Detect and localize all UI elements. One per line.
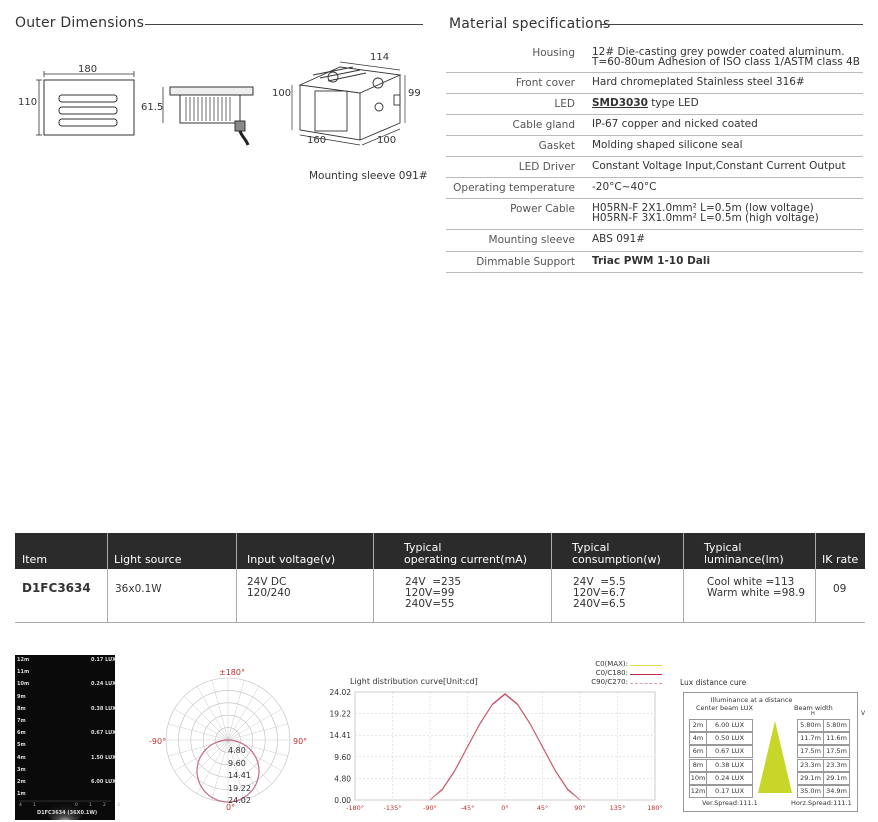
cell-current: 24V =235 120V=99 240V=55 (405, 576, 462, 610)
spec-value-line2: H05RN-F 3X1.0mm² L=0.5m (high voltage) (592, 212, 819, 224)
col-sep (551, 533, 552, 623)
distance-lux-label: 0.67 LUX (91, 730, 116, 737)
distance-x-tick: 1 (89, 803, 92, 808)
polar-spoke (228, 724, 288, 740)
lux-col-h: H (811, 711, 815, 717)
lux-table-title: Lux distance cure (680, 678, 747, 687)
x-tick-label: 90° (574, 804, 586, 812)
lux-value: 0.67 LUX (706, 745, 753, 758)
x-tick-label: 0° (501, 804, 509, 812)
spec-value-bold: Triac PWM 1-10 Dali (592, 255, 711, 267)
spec-value (592, 161, 846, 171)
lux-value: 0.17 LUX (706, 785, 753, 798)
lux-beam-h: 29.1m (797, 772, 824, 785)
y-tick-label: 9.60 (334, 752, 351, 762)
lux-distance: 4m (689, 732, 707, 745)
cell-item: D1FC3634 (22, 581, 91, 595)
spec-value-text: ABS 091# (592, 233, 646, 245)
distance-x-tick: 4 (19, 803, 22, 808)
distance-row-label: 1m (17, 791, 26, 798)
dim-110: 110 (18, 97, 38, 108)
spec-value-text: Molding shaped silicone seal (592, 139, 743, 151)
y-tick-label: 24.02 (329, 688, 351, 697)
spec-label: Operating temperature (453, 182, 575, 194)
spec-label: LED (554, 98, 575, 110)
lux-row (689, 745, 847, 757)
lux-distance: 2m (689, 719, 707, 732)
polar-spoke (228, 680, 244, 740)
spec-row (446, 156, 863, 178)
lux-beam-v: 5.80m (823, 719, 850, 732)
spec-row (446, 251, 863, 273)
x-tick-label: 45° (536, 804, 549, 812)
lux-v-label: V (861, 710, 866, 717)
lux-row (689, 719, 847, 731)
spec-row (446, 114, 863, 136)
distance-row-label: 4m (17, 754, 26, 761)
x-tick-label: -90° (423, 804, 437, 812)
y-tick-label: 4.80 (334, 774, 351, 784)
mounting-sleeve-drawing (292, 62, 405, 145)
legend-label: C90/C270: (591, 678, 628, 686)
spec-value (592, 256, 710, 266)
dim-99: 99 (408, 88, 421, 99)
header-lum-line1: Typical (704, 541, 742, 554)
distance-x-tick: 3 (117, 803, 120, 808)
distance-row-label: 11m (17, 669, 30, 676)
polar-bottom-label: 0° (226, 803, 236, 812)
lux-table (683, 692, 858, 812)
cell-consumption: 24V =5.5 120V=6.7 240V=6.5 (573, 576, 626, 610)
header-power-line2: consumption(w) (572, 553, 661, 566)
lux-col-beam-width: Beam width (794, 704, 833, 712)
dim-61-5: 61.5 (141, 102, 164, 113)
lux-table-header: Illuminance at a distance (710, 696, 793, 704)
polar-spoke (168, 740, 228, 756)
distance-lux-label: 0.38 LUX (91, 705, 116, 712)
lux-col-center-beam: Center beam LUX (696, 704, 753, 712)
header-item: Item (22, 553, 48, 566)
distance-x-tick: 1 (33, 803, 36, 808)
col-sep (373, 533, 374, 623)
distance-row-label: 7m (17, 718, 26, 724)
distance-lux-label: 1.50 LUX (91, 754, 116, 761)
y-tick-label: 19.22 (329, 709, 351, 719)
dim-180: 180 (78, 64, 98, 75)
outer-dimensions-rule (145, 24, 423, 25)
col-sep (683, 533, 684, 623)
lux-row (689, 732, 847, 744)
spec-value (592, 234, 645, 244)
polar-spoke (228, 709, 282, 740)
polar-spoke (228, 696, 272, 740)
spec-row (446, 135, 863, 157)
spec-value (592, 47, 860, 67)
polar-spoke (184, 696, 228, 740)
header-power-line1: Typical (572, 541, 610, 554)
spec-value (592, 203, 819, 223)
x-tick-label: -45° (460, 804, 475, 812)
spec-row (446, 72, 863, 94)
spec-label: Cable gland (512, 119, 575, 131)
lux-value: 0.24 LUX (706, 772, 753, 785)
lux-beam-h: 35.0m (797, 785, 824, 798)
polar-top-label: ±180° (219, 668, 245, 677)
lux-distance: 6m (689, 745, 707, 758)
x-tick-label: -180° (345, 804, 365, 812)
polar-spoke (184, 740, 228, 784)
distance-row-label: 2m (17, 779, 26, 785)
cell-light-source: 36x0.1W (115, 583, 162, 595)
distance-row-label: 6m (17, 730, 26, 737)
col-sep (107, 533, 108, 623)
product-table-header (15, 533, 865, 569)
front-view-drawing (36, 71, 134, 135)
distance-row-label: 8m (17, 705, 26, 712)
spec-value-text: 12# Die-casting grey powder coated aluminum. (592, 46, 845, 58)
polar-ring-label: 9.60 (228, 758, 246, 768)
cell-input-voltage: 24V DC 120/240 (247, 576, 291, 599)
spec-value-text: IP-67 copper and nicked coated (592, 118, 758, 130)
polar-spoke (197, 686, 228, 740)
polar-ring-label: 24.02 (228, 796, 251, 805)
spec-row (446, 229, 863, 252)
line-chart (315, 680, 670, 820)
distance-beam-glow (15, 655, 115, 820)
polar-spoke (212, 740, 228, 800)
polar-ring-label: 19.22 (228, 783, 251, 793)
distance-chart (15, 655, 120, 820)
spec-label: Housing (532, 47, 575, 59)
legend-label: C0/C180: (595, 669, 628, 677)
spec-value (592, 119, 758, 129)
lux-beam-v: 34.9m (823, 785, 850, 798)
lux-distance: 12m (689, 785, 707, 798)
product-table-bottom-rule (15, 622, 865, 623)
spec-label: Front cover (515, 77, 575, 89)
outer-dimensions-title: Outer Dimensions (15, 15, 145, 31)
polar-left-label: -90° (149, 737, 167, 746)
distance-row-label: 3m (17, 766, 26, 773)
spec-row (446, 198, 863, 230)
polar-spoke (197, 740, 228, 794)
lux-hor-spread: Horz.Spread:111.1 (791, 799, 852, 807)
lux-beam-v: 29.1m (823, 772, 850, 785)
header-current-line2: operating current(mA) (404, 553, 528, 566)
spec-value (592, 98, 699, 108)
polar-ring-label: 4.80 (228, 746, 246, 756)
polar-spoke (228, 686, 259, 740)
spec-value (592, 77, 805, 87)
polar-spoke (168, 724, 228, 740)
spec-value-text: H05RN-F 2X1.0mm² L=0.5m (low voltage) (592, 202, 814, 214)
cell-luminance: Cool white =113 Warm white =98.9 (707, 576, 806, 599)
header-lum-line2: luminance(lm) (704, 553, 784, 566)
distance-row-label: 9m (17, 693, 26, 700)
spec-label: LED Driver (518, 161, 575, 173)
lux-row (689, 759, 847, 771)
col-sep (236, 533, 237, 623)
cell-ik-rate: 09 (833, 583, 847, 595)
x-tick-label: -135° (383, 804, 402, 812)
dim-160: 160 (307, 135, 327, 146)
line-chart-title: Light distribution curve[Unit:cd] (350, 677, 478, 686)
header-operating-current (404, 542, 527, 566)
legend-swatch (630, 665, 662, 666)
spec-label: Gasket (538, 140, 575, 152)
spec-value-text: Constant Voltage Input,Constant Current Output (592, 160, 846, 172)
spec-value (592, 140, 742, 150)
header-light-source: Light source (114, 553, 182, 566)
distance-lux-label: 0.17 LUX (91, 657, 116, 663)
polar-right-label: 90° (293, 737, 308, 746)
lux-beam-h: 11.7m (797, 732, 824, 745)
distance-chart-caption: D1FC3634 (36X0.1W) (37, 810, 98, 816)
spec-label: Power Cable (510, 203, 575, 215)
dim-100-width: 100 (377, 135, 397, 146)
lux-distance: 8m (689, 759, 707, 772)
header-current-line1: Typical (404, 541, 442, 554)
polar-ring-label: 14.41 (228, 771, 251, 781)
x-tick-label: 180° (647, 804, 663, 812)
legend-swatch (630, 674, 662, 675)
polar-spoke (212, 680, 228, 740)
lux-beam-v: 11.6m (823, 732, 850, 745)
lux-value: 0.50 LUX (706, 732, 753, 745)
lux-ver-spread: Ver.Spread:111.1 (702, 799, 758, 807)
polar-spoke (174, 709, 228, 740)
distance-row-label: 10m (17, 681, 30, 688)
y-tick-label: 0.00 (334, 796, 351, 805)
distance-lux-label: 0.24 LUX (91, 681, 116, 688)
distance-row-label: 5m (17, 742, 26, 749)
header-luminance (704, 542, 784, 566)
lux-beam-h: 17.5m (797, 745, 824, 758)
lux-beam-h: 23.3m (797, 759, 824, 772)
spec-label: Dimmable Support (476, 256, 575, 268)
spec-value-text: Hard chromeplated Stainless steel 316# (592, 76, 805, 88)
header-input-voltage: Input voltage(v) (247, 553, 336, 566)
spec-label: Mounting sleeve (488, 234, 575, 246)
material-spec-title: Material specifications (449, 16, 611, 32)
lux-value: 6.00 LUX (706, 719, 753, 732)
spec-row (446, 177, 863, 199)
material-spec-rule (600, 24, 863, 25)
lux-value: 0.38 LUX (706, 759, 753, 772)
header-ik-rate: IK rate (822, 553, 859, 566)
distance-row-label: 12m (17, 657, 30, 663)
spec-row (446, 42, 863, 73)
dim-100-height: 100 (272, 88, 292, 99)
distance-lux-label: 6.00 LUX (91, 779, 116, 785)
dim-114: 114 (370, 52, 390, 63)
spec-value (592, 182, 656, 192)
side-view-drawing (163, 87, 253, 145)
spec-row (446, 93, 863, 115)
lux-distance: 10m (689, 772, 707, 785)
distance-x-tick: 0 (75, 803, 78, 808)
spec-value-bold: SMD3030 (592, 97, 648, 109)
x-tick-label: 135° (609, 804, 626, 812)
mounting-sleeve-caption: Mounting sleeve 091# (309, 170, 428, 182)
distance-x-tick: 2 (103, 803, 106, 808)
lux-beam-v: 23.3m (823, 759, 850, 772)
spec-value-text: type LED (647, 97, 699, 109)
spec-value-text: -20°C~40°C (592, 181, 657, 193)
spec-value-line2: T=60-80um Adhesion of ISO class 1/ASTM class 4B (592, 56, 860, 68)
header-consumption (572, 542, 661, 566)
legend-label: C0(MAX): (595, 660, 628, 668)
lux-row (689, 785, 847, 797)
lux-beam-v: 17.5m (823, 745, 850, 758)
col-sep (815, 533, 816, 623)
lux-beam-h: 5.80m (797, 719, 824, 732)
y-tick-label: 14.41 (329, 731, 351, 741)
lux-row (689, 772, 847, 784)
